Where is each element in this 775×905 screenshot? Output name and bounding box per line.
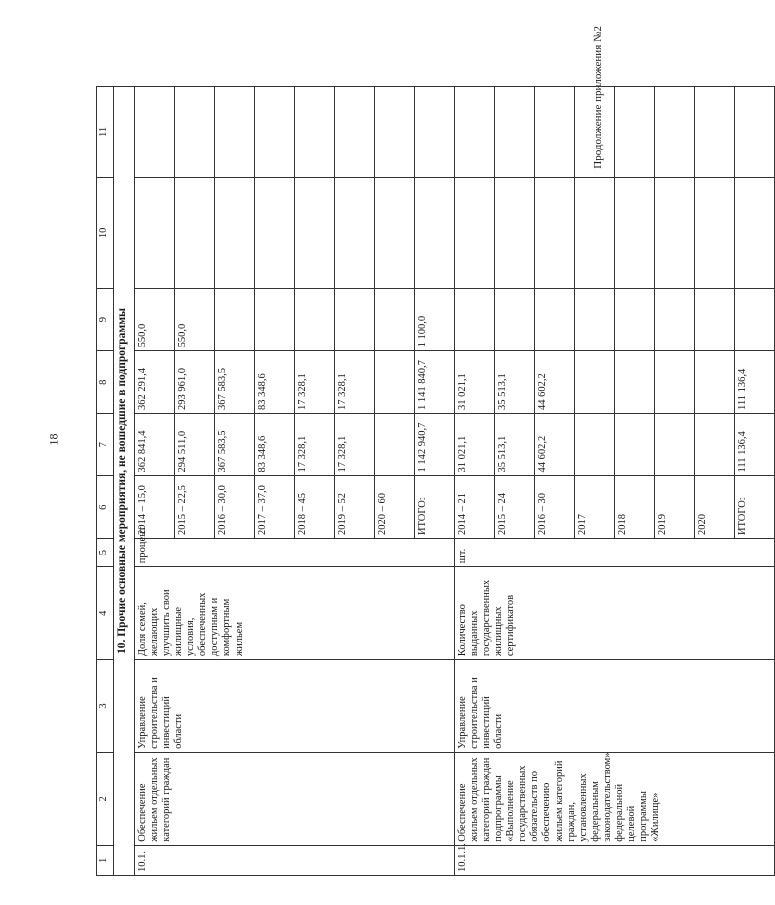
header-cell: 6 — [97, 476, 114, 539]
item-executor: Управление строительства и инвестиций области — [135, 660, 455, 753]
value-cell-10 — [575, 177, 615, 288]
page-number: 18 — [46, 433, 61, 446]
period-cell: 2018 — [615, 476, 655, 539]
period-cell: 2017 — [575, 476, 615, 539]
value-cell-9: 1 100,0 — [415, 288, 455, 351]
value-cell-10 — [295, 177, 335, 288]
item-unit: шт. — [455, 539, 775, 567]
value-cell-11 — [375, 87, 415, 178]
value-cell-7: 362 841,4 — [135, 413, 175, 476]
period-cell: 2017 – 37,0 — [255, 476, 295, 539]
value-cell-11 — [415, 87, 455, 178]
value-cell-8: 44 602,2 — [535, 351, 575, 414]
value-cell-7: 83 348,6 — [255, 413, 295, 476]
value-cell-7 — [615, 413, 655, 476]
value-cell-7 — [575, 413, 615, 476]
value-cell-7 — [375, 413, 415, 476]
value-cell-8 — [615, 351, 655, 414]
value-cell-8 — [375, 351, 415, 414]
header-cell: 7 — [97, 413, 114, 476]
period-cell: 2015 – 24 — [495, 476, 535, 539]
value-cell-9 — [615, 288, 655, 351]
period-cell: 2020 – 60 — [375, 476, 415, 539]
value-cell-7 — [695, 413, 735, 476]
value-cell-11 — [655, 87, 695, 178]
value-cell-11 — [615, 87, 655, 178]
item-name: Обеспечение жильем отдельных категорий граждан подпрограммы «Выполнение государственных обязательств по обеспечению жильем категорий граждан, установленных федеральным законодательством» федеральной целевой программы «Жилище» — [455, 752, 775, 845]
value-cell-9 — [535, 288, 575, 351]
value-cell-10 — [255, 177, 295, 288]
value-cell-11 — [295, 87, 335, 178]
value-cell-9 — [455, 288, 495, 351]
value-cell-9 — [215, 288, 255, 351]
period-cell: 2014 – 15,0 — [135, 476, 175, 539]
period-cell: 2019 — [655, 476, 695, 539]
table-row — [135, 87, 175, 876]
period-cell: 2018 – 45 — [295, 476, 335, 539]
value-cell-11 — [575, 87, 615, 178]
value-cell-9: 550,0 — [175, 288, 215, 351]
header-cell: 9 — [97, 288, 114, 351]
value-cell-9 — [735, 288, 775, 351]
value-cell-9: 550,0 — [135, 288, 175, 351]
header-cell: 11 — [97, 87, 114, 178]
value-cell-11 — [695, 87, 735, 178]
section-title: 10. Прочие основные мероприятия, не вошедшие в подпрограммы — [114, 87, 135, 876]
value-cell-10 — [335, 177, 375, 288]
value-cell-7: 44 602,2 — [535, 413, 575, 476]
value-cell-9 — [655, 288, 695, 351]
value-cell-8: 362 291,4 — [135, 351, 175, 414]
value-cell-10 — [495, 177, 535, 288]
value-cell-11 — [335, 87, 375, 178]
item-executor: Управление строительства и инвестиций области — [455, 660, 775, 753]
header-cell: 2 — [97, 752, 114, 845]
value-cell-11 — [495, 87, 535, 178]
value-cell-10 — [655, 177, 695, 288]
value-cell-11 — [735, 87, 775, 178]
value-cell-10 — [135, 177, 175, 288]
value-cell-8: 367 583,5 — [215, 351, 255, 414]
period-cell: ИТОГО: — [415, 476, 455, 539]
value-cell-9 — [495, 288, 535, 351]
value-cell-9 — [375, 288, 415, 351]
value-cell-11 — [255, 87, 295, 178]
value-cell-8: 1 141 840,7 — [415, 351, 455, 414]
value-cell-11 — [175, 87, 215, 178]
value-cell-9 — [295, 288, 335, 351]
data-table — [96, 86, 775, 876]
item-indicator: Доля семей, желающих улучшить свои жилищные условия, обеспеченных доступным и комфортным жильем — [135, 567, 455, 660]
value-cell-8: 293 961,0 — [175, 351, 215, 414]
value-cell-10 — [615, 177, 655, 288]
value-cell-7: 31 021,1 — [455, 413, 495, 476]
value-cell-8: 111 136,4 — [735, 351, 775, 414]
period-cell: 2016 – 30 — [535, 476, 575, 539]
value-cell-9 — [335, 288, 375, 351]
header-cell: 1 — [97, 845, 114, 875]
value-cell-7 — [655, 413, 695, 476]
value-cell-7: 367 583,5 — [215, 413, 255, 476]
header-cell: 10 — [97, 177, 114, 288]
value-cell-10 — [175, 177, 215, 288]
header-cell: 4 — [97, 567, 114, 660]
item-indicator: Количество выданных государственных жилищных сертификатов — [455, 567, 775, 660]
item-number: 10.1. — [135, 845, 455, 875]
value-cell-10 — [375, 177, 415, 288]
value-cell-9 — [575, 288, 615, 351]
value-cell-10 — [735, 177, 775, 288]
table-body — [97, 87, 775, 876]
value-cell-7: 111 136,4 — [735, 413, 775, 476]
period-cell: 2019 – 52 — [335, 476, 375, 539]
header-cell: 8 — [97, 351, 114, 414]
value-cell-8 — [655, 351, 695, 414]
value-cell-10 — [455, 177, 495, 288]
value-cell-9 — [695, 288, 735, 351]
value-cell-8: 31 021,1 — [455, 351, 495, 414]
section-title-row — [114, 87, 135, 876]
value-cell-7: 1 142 940,7 — [415, 413, 455, 476]
value-cell-8 — [695, 351, 735, 414]
value-cell-8: 35 513,1 — [495, 351, 535, 414]
header-row — [97, 87, 114, 876]
header-cell: 3 — [97, 660, 114, 753]
value-cell-11 — [455, 87, 495, 178]
value-cell-10 — [215, 177, 255, 288]
value-cell-7: 294 511,0 — [175, 413, 215, 476]
value-cell-11 — [215, 87, 255, 178]
item-unit: процент — [135, 539, 455, 567]
period-cell: ИТОГО: — [735, 476, 775, 539]
period-cell: 2015 – 22,5 — [175, 476, 215, 539]
value-cell-7: 35 513,1 — [495, 413, 535, 476]
value-cell-11 — [135, 87, 175, 178]
value-cell-10 — [415, 177, 455, 288]
value-cell-11 — [535, 87, 575, 178]
period-cell: 2016 – 30,0 — [215, 476, 255, 539]
period-cell: 2020 — [695, 476, 735, 539]
value-cell-7: 17 328,1 — [295, 413, 335, 476]
item-name: Обеспечение жильем отдельных категорий граждан — [135, 752, 455, 845]
period-cell: 2014 – 21 — [455, 476, 495, 539]
appendix-caption: Продолжение приложения №2 — [592, 26, 604, 169]
value-cell-8: 83 348,6 — [255, 351, 295, 414]
value-cell-8: 17 328,1 — [335, 351, 375, 414]
table-row — [455, 87, 495, 876]
header-cell: 5 — [97, 539, 114, 567]
value-cell-8 — [575, 351, 615, 414]
value-cell-7: 17 328,1 — [335, 413, 375, 476]
value-cell-9 — [255, 288, 295, 351]
value-cell-10 — [695, 177, 735, 288]
value-cell-8: 17 328,1 — [295, 351, 335, 414]
value-cell-10 — [535, 177, 575, 288]
item-number: 10.1.1. — [455, 845, 775, 875]
